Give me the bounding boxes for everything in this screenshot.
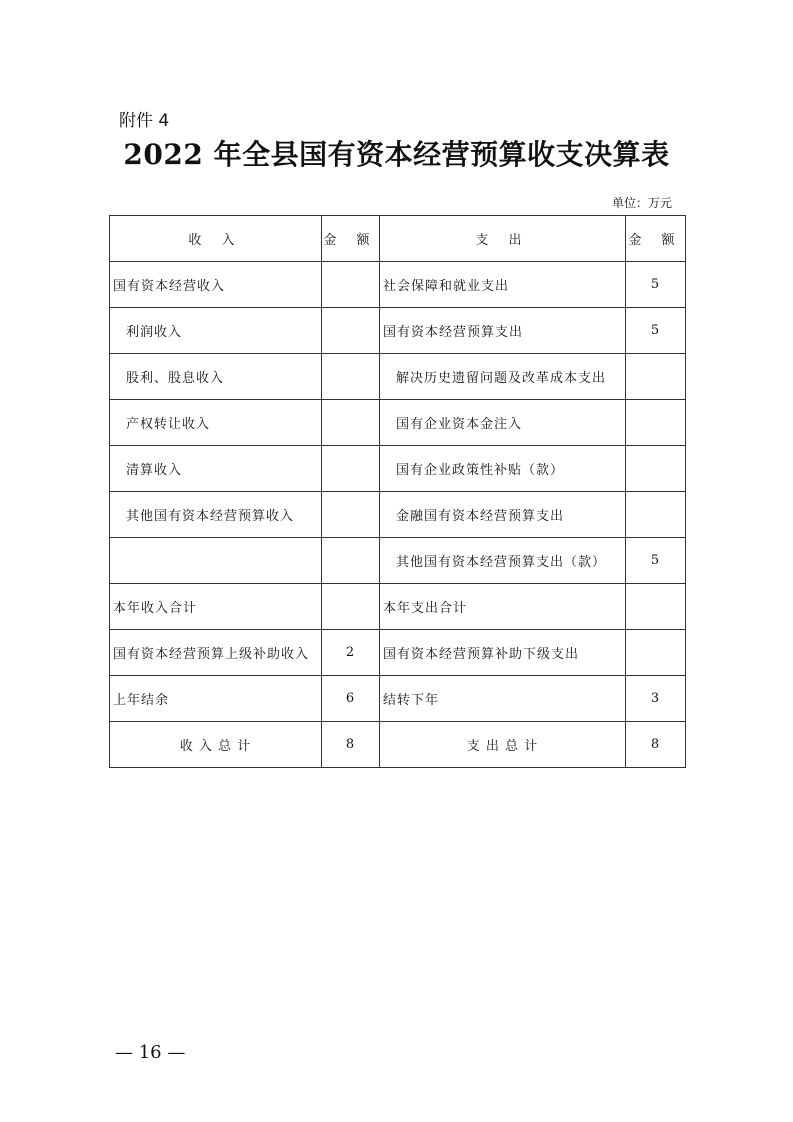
income-amount <box>322 354 380 400</box>
expense-amount <box>626 630 686 676</box>
income-item: 上年结余 <box>110 676 322 722</box>
expense-amount: 5 <box>626 262 686 308</box>
income-total-amount: 8 <box>322 722 380 768</box>
income-amount <box>322 400 380 446</box>
expense-amount <box>626 492 686 538</box>
expense-total-amount: 8 <box>626 722 686 768</box>
table-row <box>110 630 686 676</box>
income-item <box>110 538 322 584</box>
expense-item: 结转下年 <box>380 676 626 722</box>
income-amount <box>322 538 380 584</box>
expense-amount <box>626 400 686 446</box>
table-header-row <box>110 216 686 262</box>
attachment-label: 附件 4 <box>119 111 170 131</box>
expense-total-label: 支 出 总 计 <box>380 722 626 768</box>
expense-amount-header: 金 额 <box>626 216 686 262</box>
expense-amount: 5 <box>626 538 686 584</box>
table-row <box>110 446 686 492</box>
income-item: 清算收入 <box>110 446 322 492</box>
expense-amount: 3 <box>626 676 686 722</box>
income-amount <box>322 584 380 630</box>
expense-item: 本年支出合计 <box>380 584 626 630</box>
income-item: 本年收入合计 <box>110 584 322 630</box>
expense-item: 社会保障和就业支出 <box>380 262 626 308</box>
income-item: 股利、股息收入 <box>110 354 322 400</box>
document-title: 2022 年全县国有资本经营预算收支决算表 <box>123 138 670 171</box>
table-row <box>110 492 686 538</box>
table-row <box>110 308 686 354</box>
expense-item: 金融国有资本经营预算支出 <box>380 492 626 538</box>
income-item: 利润收入 <box>110 308 322 354</box>
page-number: — 16 — <box>115 1042 186 1063</box>
income-amount <box>322 308 380 354</box>
income-header: 收 入 <box>110 216 322 262</box>
table-row <box>110 262 686 308</box>
table-row <box>110 400 686 446</box>
expense-item: 国有企业资本金注入 <box>380 400 626 446</box>
expense-item: 国有资本经营预算支出 <box>380 308 626 354</box>
income-amount <box>322 262 380 308</box>
income-amount <box>322 446 380 492</box>
income-amount <box>322 492 380 538</box>
totals-row <box>110 722 686 768</box>
table-row <box>110 538 686 584</box>
income-item: 国有资本经营收入 <box>110 262 322 308</box>
expense-item: 国有企业政策性补贴（款） <box>380 446 626 492</box>
expense-item: 其他国有资本经营预算支出（款） <box>380 538 626 584</box>
table-row <box>110 584 686 630</box>
expense-item: 解决历史遗留问题及改革成本支出 <box>380 354 626 400</box>
table-row <box>110 676 686 722</box>
income-total-label: 收 入 总 计 <box>110 722 322 768</box>
expense-amount <box>626 354 686 400</box>
income-item: 国有资本经营预算上级补助收入 <box>110 630 322 676</box>
income-item: 产权转让收入 <box>110 400 322 446</box>
table-row <box>110 354 686 400</box>
income-amount-header: 金 额 <box>322 216 380 262</box>
expense-item: 国有资本经营预算补助下级支出 <box>380 630 626 676</box>
income-amount: 2 <box>322 630 380 676</box>
expense-amount <box>626 446 686 492</box>
expense-amount: 5 <box>626 308 686 354</box>
expense-header: 支 出 <box>380 216 626 262</box>
budget-table <box>109 215 686 768</box>
expense-amount <box>626 584 686 630</box>
income-item: 其他国有资本经营预算收入 <box>110 492 322 538</box>
unit-label: 单位：万元 <box>611 196 672 210</box>
income-amount: 6 <box>322 676 380 722</box>
